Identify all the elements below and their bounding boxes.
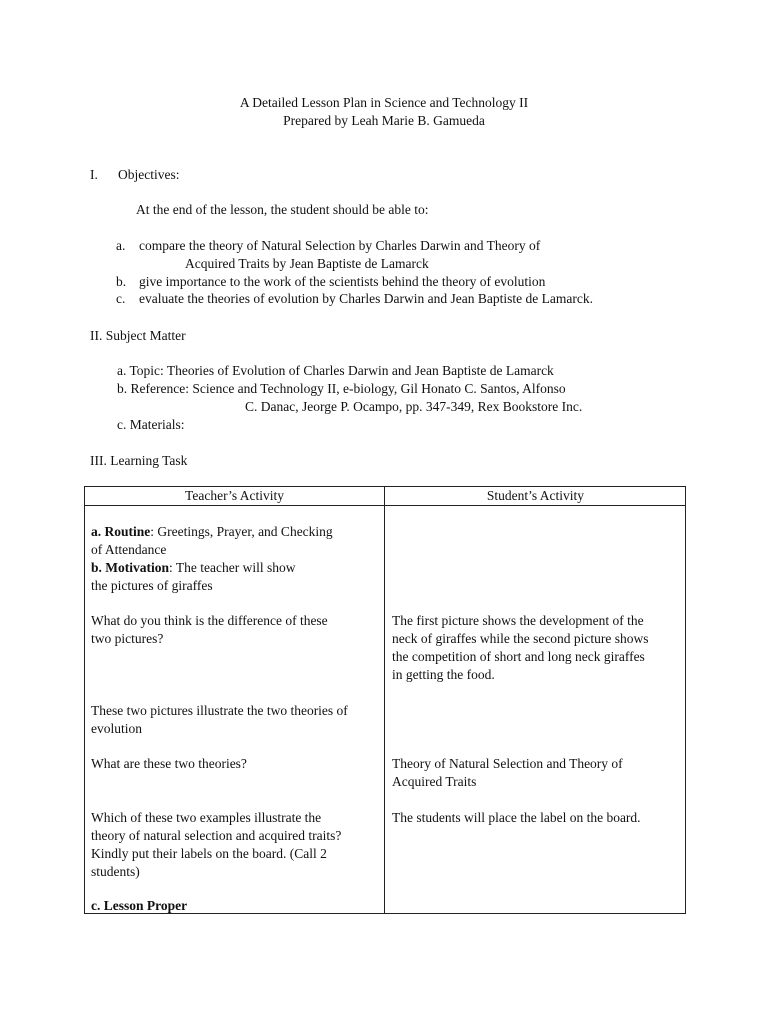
document-title: A Detailed Lesson Plan in Science and Technology II bbox=[239, 95, 529, 110]
objective-item-a: compare the theory of Natural Selection by Charles Darwin and Theory of bbox=[139, 238, 541, 253]
subject-materials: c. Materials: bbox=[117, 417, 185, 432]
teacher-statement-2: These two pictures illustrate the two theories of bbox=[91, 703, 348, 718]
teacher-question-3-cont: theory of natural selection and acquired traits? bbox=[91, 828, 342, 843]
routine-label: a. Routine bbox=[91, 524, 151, 539]
teacher-question-3: Which of these two examples illustrate the bbox=[91, 810, 322, 825]
student-answer-3: The students will place the label on the board. bbox=[392, 810, 641, 825]
learning-task-heading: III. Learning Task bbox=[90, 453, 188, 468]
subject-matter-heading: II. Subject Matter bbox=[90, 328, 186, 343]
subject-topic: a. Topic: Theories of Evolution of Charles Darwin and Jean Baptiste de Lamarck bbox=[117, 363, 554, 378]
learning-task-table bbox=[84, 486, 686, 914]
objective-item-b: give importance to the work of the scientists behind the theory of evolution bbox=[139, 274, 546, 289]
teacher-question-2: What are these two theories? bbox=[91, 756, 247, 771]
subject-reference-cont: C. Danac, Jeorge P. Ocampo, pp. 347-349, Rex Bookstore Inc. bbox=[245, 399, 583, 414]
student-answer-1-cont: neck of giraffes while the second picture shows bbox=[392, 631, 649, 646]
motivation-label: b. Motivation bbox=[91, 560, 170, 575]
column-header-teacher: Teacher’s Activity bbox=[185, 488, 284, 503]
student-answer-2: Theory of Natural Selection and Theory of bbox=[392, 756, 623, 771]
teacher-lesson-proper bbox=[91, 897, 187, 915]
teacher-motivation bbox=[91, 559, 295, 577]
objective-item-c: evaluate the theories of evolution by Charles Darwin and Jean Baptiste de Lamarck. bbox=[139, 291, 593, 306]
column-header-student: Student’s Activity bbox=[486, 488, 585, 503]
student-answer-2-cont: Acquired Traits bbox=[392, 774, 477, 789]
header-divider bbox=[85, 505, 685, 506]
teacher-statement-2-cont: evolution bbox=[91, 721, 142, 736]
student-answer-1: The first picture shows the development of the bbox=[392, 613, 644, 628]
student-answer-1-cont: the competition of short and long neck giraffes bbox=[392, 649, 645, 664]
objectives-intro: At the end of the lesson, the student should be able to: bbox=[136, 202, 429, 217]
objective-item-a-cont: Acquired Traits by Jean Baptiste de Lamarck bbox=[185, 256, 429, 271]
column-divider bbox=[384, 487, 385, 913]
teacher-question-3-cont: Kindly put their labels on the board. (Call 2 bbox=[91, 846, 327, 861]
objective-marker: a. bbox=[116, 238, 126, 253]
document-author: Prepared by Leah Marie B. Gamueda bbox=[283, 113, 485, 128]
routine-text: : Greetings, Prayer, and Checking bbox=[150, 524, 333, 539]
teacher-question-1: What do you think is the difference of these bbox=[91, 613, 328, 628]
subject-reference: b. Reference: Science and Technology II, e-biology, Gil Honato C. Santos, Alfonso bbox=[117, 381, 566, 396]
teacher-question-1-cont: two pictures? bbox=[91, 631, 164, 646]
teacher-question-3-cont: students) bbox=[91, 864, 140, 879]
teacher-routine bbox=[91, 523, 333, 541]
lesson-proper-label: c. Lesson Proper bbox=[91, 898, 188, 913]
objectives-numeral: I. bbox=[90, 167, 98, 182]
student-answer-1-cont: in getting the food. bbox=[392, 667, 495, 682]
objective-marker: c. bbox=[116, 291, 126, 306]
teacher-motivation-cont: the pictures of giraffes bbox=[91, 578, 213, 593]
teacher-routine-cont: of Attendance bbox=[91, 542, 167, 557]
objective-marker: b. bbox=[116, 274, 127, 289]
motivation-text: : The teacher will show bbox=[169, 560, 296, 575]
objectives-heading: Objectives: bbox=[118, 167, 180, 182]
